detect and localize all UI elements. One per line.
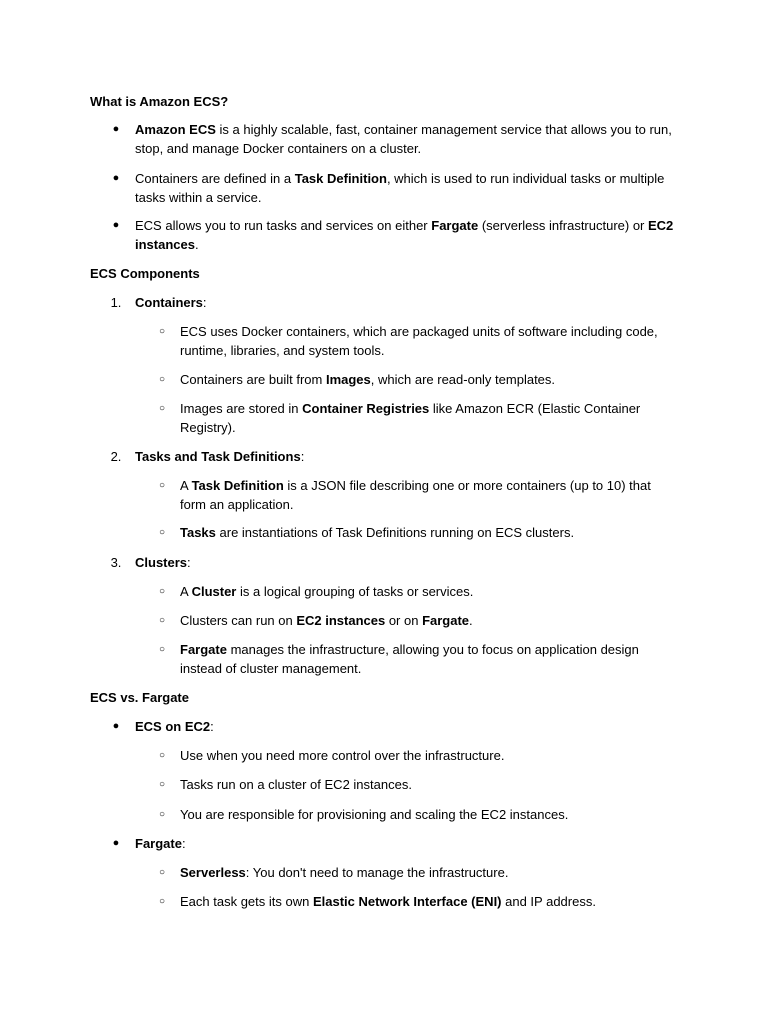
bullet-marker: ● [112, 219, 120, 231]
intro-item-2: Containers are defined in a Task Definition, which is used to run individual tasks or multiple tasks within a service. [135, 171, 665, 205]
sub-item: You are responsible for provisioning and scaling the EC2 instances. [180, 807, 569, 822]
sub-item: Serverless: You don't need to manage the infrastructure. [180, 865, 509, 880]
component-clusters: Clusters: [135, 555, 191, 570]
sub-item: A Task Definition is a JSON file describing one or more containers (up to 10) that form an application. [180, 478, 651, 512]
bullet-marker: ● [112, 123, 120, 135]
heading-ecs-components: ECS Components [90, 266, 200, 281]
heading-what-is-ecs: What is Amazon ECS? [90, 94, 229, 109]
circle-marker: ○ [158, 403, 166, 414]
circle-marker: ○ [158, 867, 166, 878]
heading-ecs-vs-fargate: ECS vs. Fargate [90, 690, 189, 705]
circle-marker: ○ [158, 586, 166, 597]
list-number: 1. [110, 295, 122, 310]
sub-item: Each task gets its own Elastic Network Interface (ENI) and IP address. [180, 894, 596, 909]
sub-item: Fargate manages the infrastructure, allowing you to focus on application design instead of cluster management. [180, 642, 639, 676]
sub-item: Containers are built from Images, which are read-only templates. [180, 372, 556, 387]
circle-marker: ○ [158, 644, 166, 655]
circle-marker: ○ [158, 896, 166, 907]
circle-marker: ○ [158, 750, 166, 761]
circle-marker: ○ [158, 615, 166, 626]
bullet-marker: ● [112, 720, 120, 732]
circle-marker: ○ [158, 809, 166, 820]
sub-item: Images are stored in Container Registries like Amazon ECR (Elastic Container Registry). [180, 401, 641, 435]
circle-marker: ○ [158, 326, 166, 337]
intro-item-1: Amazon ECS is a highly scalable, fast, container management service that allows you to run, stop, and manage Docker containers on a cluster. [135, 122, 672, 156]
sub-item: ECS uses Docker containers, which are packaged units of software including code, runtime, libraries, and system tools. [180, 324, 658, 358]
bullet-marker: ● [112, 172, 120, 184]
sub-item: Tasks are instantiations of Task Definitions running on ECS clusters. [180, 525, 575, 540]
intro-item-3: ECS allows you to run tasks and services on either Fargate (serverless infrastructure) or EC2 instances. [135, 218, 674, 252]
list-number: 3. [110, 555, 122, 570]
sub-item: A Cluster is a logical grouping of tasks or services. [180, 584, 474, 599]
circle-marker: ○ [158, 480, 166, 491]
vs-ecs-on-ec2: ECS on EC2: [135, 719, 214, 734]
sub-item: Use when you need more control over the infrastructure. [180, 748, 505, 763]
sub-item: Tasks run on a cluster of EC2 instances. [180, 777, 412, 792]
vs-fargate: Fargate: [135, 836, 186, 851]
circle-marker: ○ [158, 374, 166, 385]
circle-marker: ○ [158, 779, 166, 790]
component-tasks: Tasks and Task Definitions: [135, 449, 305, 464]
component-containers: Containers: [135, 295, 207, 310]
bullet-marker: ● [112, 837, 120, 849]
sub-item: Clusters can run on EC2 instances or on Fargate. [180, 613, 473, 628]
list-number: 2. [110, 449, 122, 464]
circle-marker: ○ [158, 527, 166, 538]
